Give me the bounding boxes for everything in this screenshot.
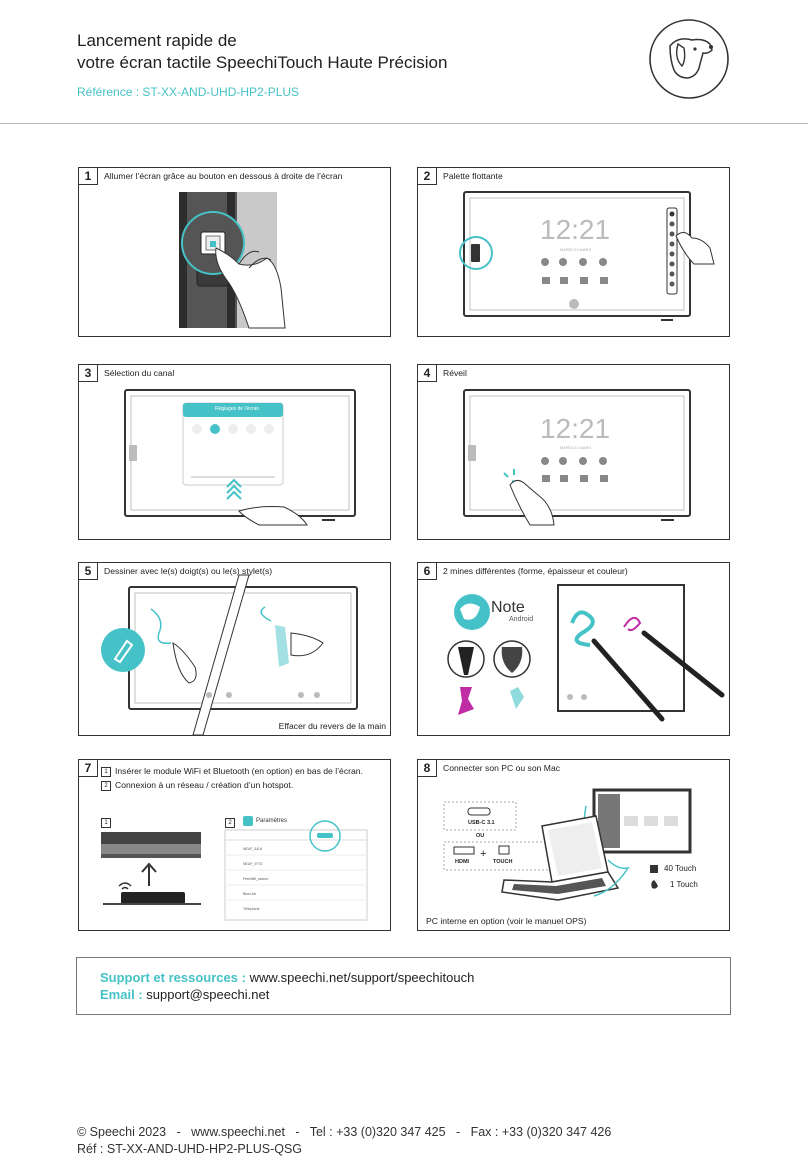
panel-1 bbox=[78, 167, 391, 337]
panel-1-title: Allumer l’écran grâce au bouton en dessous à droite de l’écran bbox=[104, 171, 343, 181]
support-url-link[interactable]: www.speechi.net/support/speechitouch bbox=[249, 970, 475, 985]
hdmi-label: HDMI bbox=[455, 859, 470, 865]
network-item: FreeWifi_secure bbox=[243, 877, 269, 881]
network-item: Téléphone bbox=[243, 907, 260, 911]
channel-selection-illustration bbox=[79, 365, 390, 539]
panel-3-dialog-title: Réglages de l’écran bbox=[215, 406, 260, 412]
panel-4-title: Réveil bbox=[443, 368, 467, 378]
sub-figure-1-label: 1 bbox=[101, 818, 111, 828]
network-list bbox=[243, 842, 268, 917]
page-title bbox=[77, 30, 447, 74]
header-divider bbox=[0, 123, 808, 124]
panel-4 bbox=[417, 364, 730, 540]
step-box-2: 2 bbox=[101, 781, 111, 791]
wake-up-illustration bbox=[418, 365, 729, 539]
panel-7-number: 7 bbox=[79, 760, 98, 777]
sub-figure-2-label: 2 bbox=[225, 818, 235, 828]
email-label: Email : bbox=[100, 987, 143, 1002]
panel-7-line-1: Insérer le module WiFi et Bluetooth (en option) en bas de l’écran. bbox=[115, 766, 363, 776]
settings-label: Paramètres bbox=[256, 818, 288, 824]
title-line-1: Lancement rapide de bbox=[77, 31, 237, 50]
panel-2-date: MARDI 21 MARS bbox=[560, 247, 592, 252]
panel-6-number: 6 bbox=[418, 563, 437, 580]
panel-6 bbox=[417, 562, 730, 736]
support-label: Support et ressources : bbox=[100, 970, 246, 985]
plus-label: + bbox=[480, 848, 487, 860]
support-box bbox=[76, 957, 731, 1015]
power-button-illustration bbox=[79, 168, 390, 336]
network-item: Bbox-bb bbox=[243, 892, 257, 896]
panel-8 bbox=[417, 759, 730, 931]
floating-palette-illustration bbox=[418, 168, 729, 336]
footer-contact-line: © Speechi 2023 - www.speechi.net - Tel : +33 (0)320 347 425 - Fax : +33 (0)320 347 426 bbox=[77, 1125, 612, 1139]
panel-3 bbox=[78, 364, 391, 540]
panel-4-date: MARDI 21 MARS bbox=[560, 445, 592, 450]
panel-2 bbox=[417, 167, 730, 337]
usbc-label: USB-C 3.1 bbox=[468, 820, 495, 826]
panel-1-number: 1 bbox=[79, 168, 98, 185]
panel-7-line-2: Connexion à un réseau / création d’un hotspot. bbox=[115, 780, 294, 790]
note-app-sublabel: Android bbox=[509, 616, 534, 623]
panel-8-title: Connecter son PC ou son Mac bbox=[443, 763, 561, 773]
drawing-illustration bbox=[79, 563, 390, 735]
panel-5-caption: Effacer du revers de la main bbox=[278, 721, 386, 731]
panel-3-number: 3 bbox=[79, 365, 98, 382]
panel-5-title: Dessiner avec le(s) doigt(s) ou le(s) stylet(s) bbox=[104, 566, 273, 576]
panel-4-clock: 12:21 bbox=[540, 413, 611, 444]
panel-8-number: 8 bbox=[418, 760, 437, 777]
panel-6-title: 2 mines différentes (forme, épaisseur et couleur) bbox=[443, 566, 628, 576]
email-link[interactable]: support@speechi.net bbox=[146, 987, 270, 1002]
support-line bbox=[100, 970, 474, 985]
network-item: NEUF_9770 bbox=[243, 862, 263, 866]
speechi-dog-logo-icon bbox=[648, 18, 730, 100]
stylus-tips-illustration bbox=[418, 563, 729, 735]
email-line bbox=[100, 987, 269, 1002]
or-label: OU bbox=[476, 833, 485, 839]
panel-2-number: 2 bbox=[418, 168, 437, 185]
wifi-module-illustration bbox=[79, 760, 390, 930]
pc-connection-illustration bbox=[418, 760, 729, 930]
panel-5-number: 5 bbox=[79, 563, 98, 580]
panel-2-title: Palette flottante bbox=[443, 171, 503, 181]
windows-touch-label: 40 Touch bbox=[664, 864, 697, 873]
footer-reference-line: Réf : ST-XX-AND-UHD-HP2-PLUS-QSG bbox=[77, 1142, 303, 1156]
reference-text: Référence : ST-XX-AND-UHD-HP2-PLUS bbox=[77, 85, 300, 99]
note-app-label: Note bbox=[491, 599, 525, 616]
panel-5 bbox=[78, 562, 391, 736]
panel-3-title: Sélection du canal bbox=[104, 368, 175, 378]
touch-label: TOUCH bbox=[493, 859, 513, 865]
network-item: NEUF_6JL8 bbox=[243, 847, 263, 851]
panel-8-caption: PC interne en option (voir le manuel OPS) bbox=[426, 916, 587, 926]
title-line-2: votre écran tactile SpeechiTouch Haute Précision bbox=[77, 53, 448, 72]
panel-7 bbox=[78, 759, 391, 931]
step-box-1: 1 bbox=[101, 767, 111, 777]
panel-4-number: 4 bbox=[418, 365, 437, 382]
panel-2-clock: 12:21 bbox=[540, 214, 611, 245]
mac-touch-label: 1 Touch bbox=[670, 880, 698, 889]
